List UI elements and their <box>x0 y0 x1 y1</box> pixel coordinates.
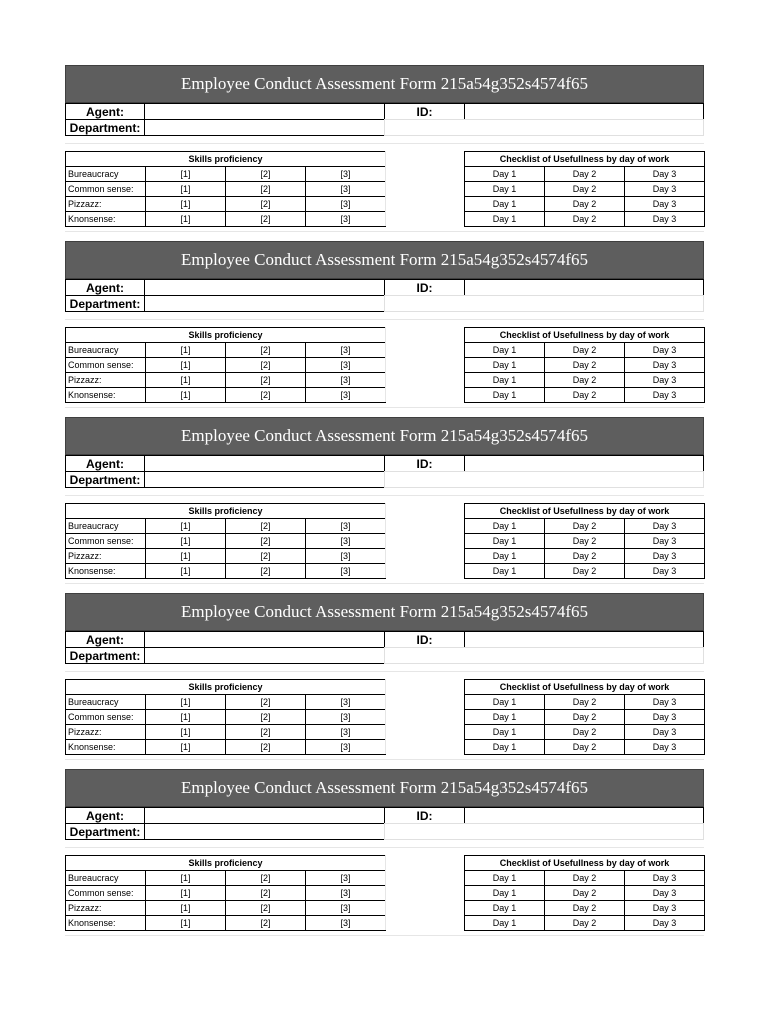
checklist-table <box>464 327 705 403</box>
checklist-day-1[interactable]: Day 1 <box>465 871 545 886</box>
form-title: Employee Conduct Assessment Form 215a54g352s4574f65 <box>65 417 704 455</box>
checklist-day-3[interactable]: Day 3 <box>625 916 705 931</box>
skill-label: Common sense: <box>66 886 146 901</box>
checklist-day-1[interactable]: Day 1 <box>465 212 545 227</box>
id-label: ID: <box>384 279 465 296</box>
skill-label: Knonsense: <box>66 388 146 403</box>
checklist-day-2[interactable]: Day 2 <box>545 212 625 227</box>
department-spacer <box>384 295 704 312</box>
agent-field[interactable] <box>144 631 385 648</box>
skill-rating-3[interactable]: [3] <box>306 182 386 197</box>
row-divider <box>65 759 704 760</box>
skill-rating-3[interactable]: [3] <box>306 343 386 358</box>
skill-rating-2[interactable]: [2] <box>226 388 306 403</box>
row-divider <box>65 407 704 408</box>
checklist-day-1[interactable]: Day 1 <box>465 886 545 901</box>
skills-row <box>66 695 386 710</box>
form-title: Employee Conduct Assessment Form 215a54g352s4574f65 <box>65 241 704 279</box>
skill-label: Pizzazz: <box>66 725 146 740</box>
department-label: Department: <box>65 647 145 664</box>
skills-row <box>66 725 386 740</box>
checklist-day-3[interactable]: Day 3 <box>625 388 705 403</box>
skills-row <box>66 388 386 403</box>
checklist-day-2[interactable]: Day 2 <box>545 182 625 197</box>
skill-rating-3[interactable]: [3] <box>306 167 386 182</box>
skill-rating-2[interactable]: [2] <box>226 916 306 931</box>
skill-rating-3[interactable]: [3] <box>306 388 386 403</box>
checklist-day-3[interactable]: Day 3 <box>625 343 705 358</box>
department-label: Department: <box>65 823 145 840</box>
checklist-row <box>465 373 705 388</box>
form-title: Employee Conduct Assessment Form 215a54g352s4574f65 <box>65 593 704 631</box>
checklist-row <box>465 916 705 931</box>
checklist-day-1[interactable]: Day 1 <box>465 373 545 388</box>
skill-rating-1[interactable]: [1] <box>146 358 226 373</box>
row-divider <box>65 143 704 144</box>
checklist-day-1[interactable]: Day 1 <box>465 901 545 916</box>
checklist-day-2[interactable]: Day 2 <box>545 740 625 755</box>
skill-rating-3[interactable]: [3] <box>306 197 386 212</box>
skills-table <box>65 327 386 403</box>
skill-rating-3[interactable]: [3] <box>306 358 386 373</box>
agent-label: Agent: <box>65 455 145 472</box>
checklist-row <box>465 167 705 182</box>
skills-row <box>66 740 386 755</box>
skill-rating-1[interactable]: [1] <box>146 373 226 388</box>
id-field[interactable] <box>464 807 704 824</box>
checklist-day-3[interactable]: Day 3 <box>625 358 705 373</box>
skill-label: Knonsense: <box>66 212 146 227</box>
checklist-day-3[interactable]: Day 3 <box>625 373 705 388</box>
checklist-table <box>464 151 705 227</box>
skill-rating-1[interactable]: [1] <box>146 725 226 740</box>
checklist-day-1[interactable]: Day 1 <box>465 167 545 182</box>
checklist-day-1[interactable]: Day 1 <box>465 388 545 403</box>
skills-row <box>66 549 386 564</box>
department-field[interactable] <box>144 823 385 840</box>
skill-rating-2[interactable]: [2] <box>226 534 306 549</box>
assessment-form-2 <box>65 241 704 417</box>
skills-row <box>66 519 386 534</box>
skills-row <box>66 886 386 901</box>
skill-label: Pizzazz: <box>66 197 146 212</box>
checklist-row <box>465 710 705 725</box>
checklist-day-3[interactable]: Day 3 <box>625 695 705 710</box>
checklist-day-3[interactable]: Day 3 <box>625 167 705 182</box>
skill-rating-2[interactable]: [2] <box>226 725 306 740</box>
skill-label: Bureaucracy <box>66 695 146 710</box>
skill-label: Common sense: <box>66 710 146 725</box>
skill-rating-1[interactable]: [1] <box>146 886 226 901</box>
agent-label: Agent: <box>65 631 145 648</box>
checklist-day-2[interactable]: Day 2 <box>545 695 625 710</box>
skill-rating-2[interactable]: [2] <box>226 564 306 579</box>
skill-rating-2[interactable]: [2] <box>226 358 306 373</box>
skill-label: Pizzazz: <box>66 549 146 564</box>
agent-field[interactable] <box>144 279 385 296</box>
skill-rating-3[interactable]: [3] <box>306 886 386 901</box>
department-label: Department: <box>65 119 145 136</box>
skill-rating-3[interactable]: [3] <box>306 212 386 227</box>
skill-label: Knonsense: <box>66 740 146 755</box>
checklist-row <box>465 740 705 755</box>
checklist-row <box>465 886 705 901</box>
skills-table <box>65 503 386 579</box>
skill-rating-1[interactable]: [1] <box>146 182 226 197</box>
row-divider <box>65 495 704 496</box>
skill-rating-2[interactable]: [2] <box>226 901 306 916</box>
skills-table <box>65 855 386 931</box>
skill-rating-3[interactable]: [3] <box>306 534 386 549</box>
assessment-form-1 <box>65 65 704 241</box>
checklist-header: Checklist of Usefullness by day of work <box>465 504 705 519</box>
skills-table <box>65 151 386 227</box>
assessment-form-4 <box>65 593 704 769</box>
skill-rating-2[interactable]: [2] <box>226 212 306 227</box>
skill-rating-3[interactable]: [3] <box>306 871 386 886</box>
checklist-row <box>465 901 705 916</box>
skill-rating-1[interactable]: [1] <box>146 901 226 916</box>
id-label: ID: <box>384 807 465 824</box>
skill-rating-2[interactable]: [2] <box>226 740 306 755</box>
skills-table <box>65 679 386 755</box>
skill-rating-1[interactable]: [1] <box>146 740 226 755</box>
checklist-day-3[interactable]: Day 3 <box>625 534 705 549</box>
checklist-day-1[interactable]: Day 1 <box>465 725 545 740</box>
row-divider <box>65 847 704 848</box>
skill-label: Common sense: <box>66 534 146 549</box>
checklist-day-2[interactable]: Day 2 <box>545 916 625 931</box>
checklist-row <box>465 358 705 373</box>
skill-rating-3[interactable]: [3] <box>306 710 386 725</box>
checklist-day-2[interactable]: Day 2 <box>545 534 625 549</box>
column-gap <box>385 327 465 402</box>
checklist-row <box>465 212 705 227</box>
checklist-day-1[interactable]: Day 1 <box>465 564 545 579</box>
checklist-day-2[interactable]: Day 2 <box>545 549 625 564</box>
agent-field[interactable] <box>144 103 385 120</box>
skill-label: Knonsense: <box>66 564 146 579</box>
skill-rating-1[interactable]: [1] <box>146 343 226 358</box>
id-label: ID: <box>384 631 465 648</box>
checklist-day-3[interactable]: Day 3 <box>625 710 705 725</box>
skill-label: Common sense: <box>66 182 146 197</box>
checklist-day-1[interactable]: Day 1 <box>465 519 545 534</box>
checklist-header: Checklist of Usefullness by day of work <box>465 856 705 871</box>
skills-row <box>66 197 386 212</box>
skill-rating-2[interactable]: [2] <box>226 373 306 388</box>
skill-rating-1[interactable]: [1] <box>146 388 226 403</box>
skill-rating-3[interactable]: [3] <box>306 916 386 931</box>
form-title: Employee Conduct Assessment Form 215a54g352s4574f65 <box>65 65 704 103</box>
department-label: Department: <box>65 471 145 488</box>
checklist-day-3[interactable]: Day 3 <box>625 197 705 212</box>
skill-label: Bureaucracy <box>66 343 146 358</box>
skills-row <box>66 916 386 931</box>
skills-row <box>66 901 386 916</box>
skills-row <box>66 534 386 549</box>
skill-label: Pizzazz: <box>66 373 146 388</box>
checklist-day-1[interactable]: Day 1 <box>465 534 545 549</box>
skill-rating-2[interactable]: [2] <box>226 167 306 182</box>
skills-row <box>66 343 386 358</box>
row-divider <box>65 231 704 232</box>
skill-rating-3[interactable]: [3] <box>306 725 386 740</box>
skills-row <box>66 710 386 725</box>
agent-label: Agent: <box>65 807 145 824</box>
checklist-day-1[interactable]: Day 1 <box>465 740 545 755</box>
id-field[interactable] <box>464 631 704 648</box>
skills-row <box>66 373 386 388</box>
skill-label: Common sense: <box>66 358 146 373</box>
checklist-day-3[interactable]: Day 3 <box>625 212 705 227</box>
checklist-day-2[interactable]: Day 2 <box>545 167 625 182</box>
skill-rating-1[interactable]: [1] <box>146 167 226 182</box>
skill-rating-1[interactable]: [1] <box>146 871 226 886</box>
skill-label: Bureaucracy <box>66 519 146 534</box>
skills-header: Skills proficiency <box>66 856 386 871</box>
checklist-header: Checklist of Usefullness by day of work <box>465 328 705 343</box>
skill-rating-3[interactable]: [3] <box>306 901 386 916</box>
id-field[interactable] <box>464 455 704 472</box>
skills-header: Skills proficiency <box>66 680 386 695</box>
assessment-form-3 <box>65 417 704 593</box>
checklist-header: Checklist of Usefullness by day of work <box>465 152 705 167</box>
id-field[interactable] <box>464 279 704 296</box>
checklist-row <box>465 871 705 886</box>
department-label: Department: <box>65 295 145 312</box>
row-divider <box>65 319 704 320</box>
skill-rating-2[interactable]: [2] <box>226 871 306 886</box>
id-label: ID: <box>384 103 465 120</box>
column-gap <box>385 151 465 226</box>
department-field[interactable] <box>144 119 385 136</box>
checklist-day-2[interactable]: Day 2 <box>545 886 625 901</box>
assessment-form-5 <box>65 769 704 945</box>
agent-label: Agent: <box>65 103 145 120</box>
row-divider <box>65 671 704 672</box>
department-spacer <box>384 119 704 136</box>
row-divider <box>65 935 704 936</box>
skill-rating-1[interactable]: [1] <box>146 549 226 564</box>
skill-rating-3[interactable]: [3] <box>306 740 386 755</box>
checklist-day-2[interactable]: Day 2 <box>545 358 625 373</box>
checklist-row <box>465 182 705 197</box>
skills-row <box>66 564 386 579</box>
checklist-row <box>465 725 705 740</box>
skill-label: Knonsense: <box>66 916 146 931</box>
checklist-day-2[interactable]: Day 2 <box>545 388 625 403</box>
checklist-day-3[interactable]: Day 3 <box>625 564 705 579</box>
checklist-day-3[interactable]: Day 3 <box>625 871 705 886</box>
checklist-day-2[interactable]: Day 2 <box>545 901 625 916</box>
column-gap <box>385 855 465 930</box>
skill-rating-1[interactable]: [1] <box>146 695 226 710</box>
checklist-day-1[interactable]: Day 1 <box>465 916 545 931</box>
department-field[interactable] <box>144 647 385 664</box>
skill-rating-1[interactable]: [1] <box>146 519 226 534</box>
skill-rating-1[interactable]: [1] <box>146 916 226 931</box>
checklist-day-1[interactable]: Day 1 <box>465 710 545 725</box>
skill-rating-2[interactable]: [2] <box>226 695 306 710</box>
agent-field[interactable] <box>144 807 385 824</box>
agent-field[interactable] <box>144 455 385 472</box>
skill-rating-1[interactable]: [1] <box>146 564 226 579</box>
skill-rating-2[interactable]: [2] <box>226 519 306 534</box>
checklist-day-1[interactable]: Day 1 <box>465 343 545 358</box>
checklist-day-2[interactable]: Day 2 <box>545 871 625 886</box>
checklist-day-2[interactable]: Day 2 <box>545 197 625 212</box>
skills-row <box>66 182 386 197</box>
checklist-day-1[interactable]: Day 1 <box>465 182 545 197</box>
checklist-day-2[interactable]: Day 2 <box>545 343 625 358</box>
checklist-row <box>465 549 705 564</box>
skills-row <box>66 358 386 373</box>
checklist-day-1[interactable]: Day 1 <box>465 358 545 373</box>
checklist-day-3[interactable]: Day 3 <box>625 519 705 534</box>
skill-rating-2[interactable]: [2] <box>226 549 306 564</box>
checklist-row <box>465 388 705 403</box>
department-field[interactable] <box>144 295 385 312</box>
skill-label: Pizzazz: <box>66 901 146 916</box>
skill-rating-3[interactable]: [3] <box>306 373 386 388</box>
checklist-row <box>465 197 705 212</box>
skill-rating-3[interactable]: [3] <box>306 519 386 534</box>
skill-rating-3[interactable]: [3] <box>306 695 386 710</box>
checklist-day-3[interactable]: Day 3 <box>625 182 705 197</box>
checklist-row <box>465 343 705 358</box>
column-gap <box>385 503 465 578</box>
checklist-table <box>464 679 705 755</box>
checklist-day-2[interactable]: Day 2 <box>545 710 625 725</box>
skills-row <box>66 212 386 227</box>
checklist-table <box>464 503 705 579</box>
checklist-day-3[interactable]: Day 3 <box>625 725 705 740</box>
skill-rating-1[interactable]: [1] <box>146 710 226 725</box>
checklist-day-2[interactable]: Day 2 <box>545 725 625 740</box>
department-spacer <box>384 823 704 840</box>
checklist-row <box>465 564 705 579</box>
agent-label: Agent: <box>65 279 145 296</box>
skill-rating-3[interactable]: [3] <box>306 549 386 564</box>
forms-sheet <box>65 65 704 945</box>
checklist-day-1[interactable]: Day 1 <box>465 197 545 212</box>
column-gap <box>385 679 465 754</box>
checklist-day-2[interactable]: Day 2 <box>545 564 625 579</box>
skill-rating-1[interactable]: [1] <box>146 534 226 549</box>
checklist-row <box>465 695 705 710</box>
checklist-day-3[interactable]: Day 3 <box>625 901 705 916</box>
skill-rating-2[interactable]: [2] <box>226 710 306 725</box>
department-spacer <box>384 647 704 664</box>
skill-rating-2[interactable]: [2] <box>226 886 306 901</box>
skill-rating-2[interactable]: [2] <box>226 182 306 197</box>
skills-header: Skills proficiency <box>66 328 386 343</box>
skills-row <box>66 871 386 886</box>
checklist-table <box>464 855 705 931</box>
department-spacer <box>384 471 704 488</box>
skill-label: Bureaucracy <box>66 871 146 886</box>
skill-rating-2[interactable]: [2] <box>226 197 306 212</box>
skills-header: Skills proficiency <box>66 152 386 167</box>
skill-rating-3[interactable]: [3] <box>306 564 386 579</box>
checklist-day-3[interactable]: Day 3 <box>625 740 705 755</box>
skills-row <box>66 167 386 182</box>
checklist-day-1[interactable]: Day 1 <box>465 549 545 564</box>
checklist-day-2[interactable]: Day 2 <box>545 519 625 534</box>
form-title: Employee Conduct Assessment Form 215a54g352s4574f65 <box>65 769 704 807</box>
checklist-day-3[interactable]: Day 3 <box>625 886 705 901</box>
skill-rating-2[interactable]: [2] <box>226 343 306 358</box>
skill-rating-1[interactable]: [1] <box>146 212 226 227</box>
checklist-day-2[interactable]: Day 2 <box>545 373 625 388</box>
checklist-row <box>465 534 705 549</box>
department-field[interactable] <box>144 471 385 488</box>
checklist-header: Checklist of Usefullness by day of work <box>465 680 705 695</box>
skill-rating-1[interactable]: [1] <box>146 197 226 212</box>
checklist-row <box>465 519 705 534</box>
id-field[interactable] <box>464 103 704 120</box>
checklist-day-3[interactable]: Day 3 <box>625 549 705 564</box>
id-label: ID: <box>384 455 465 472</box>
skill-label: Bureaucracy <box>66 167 146 182</box>
checklist-day-1[interactable]: Day 1 <box>465 695 545 710</box>
row-divider <box>65 583 704 584</box>
skills-header: Skills proficiency <box>66 504 386 519</box>
